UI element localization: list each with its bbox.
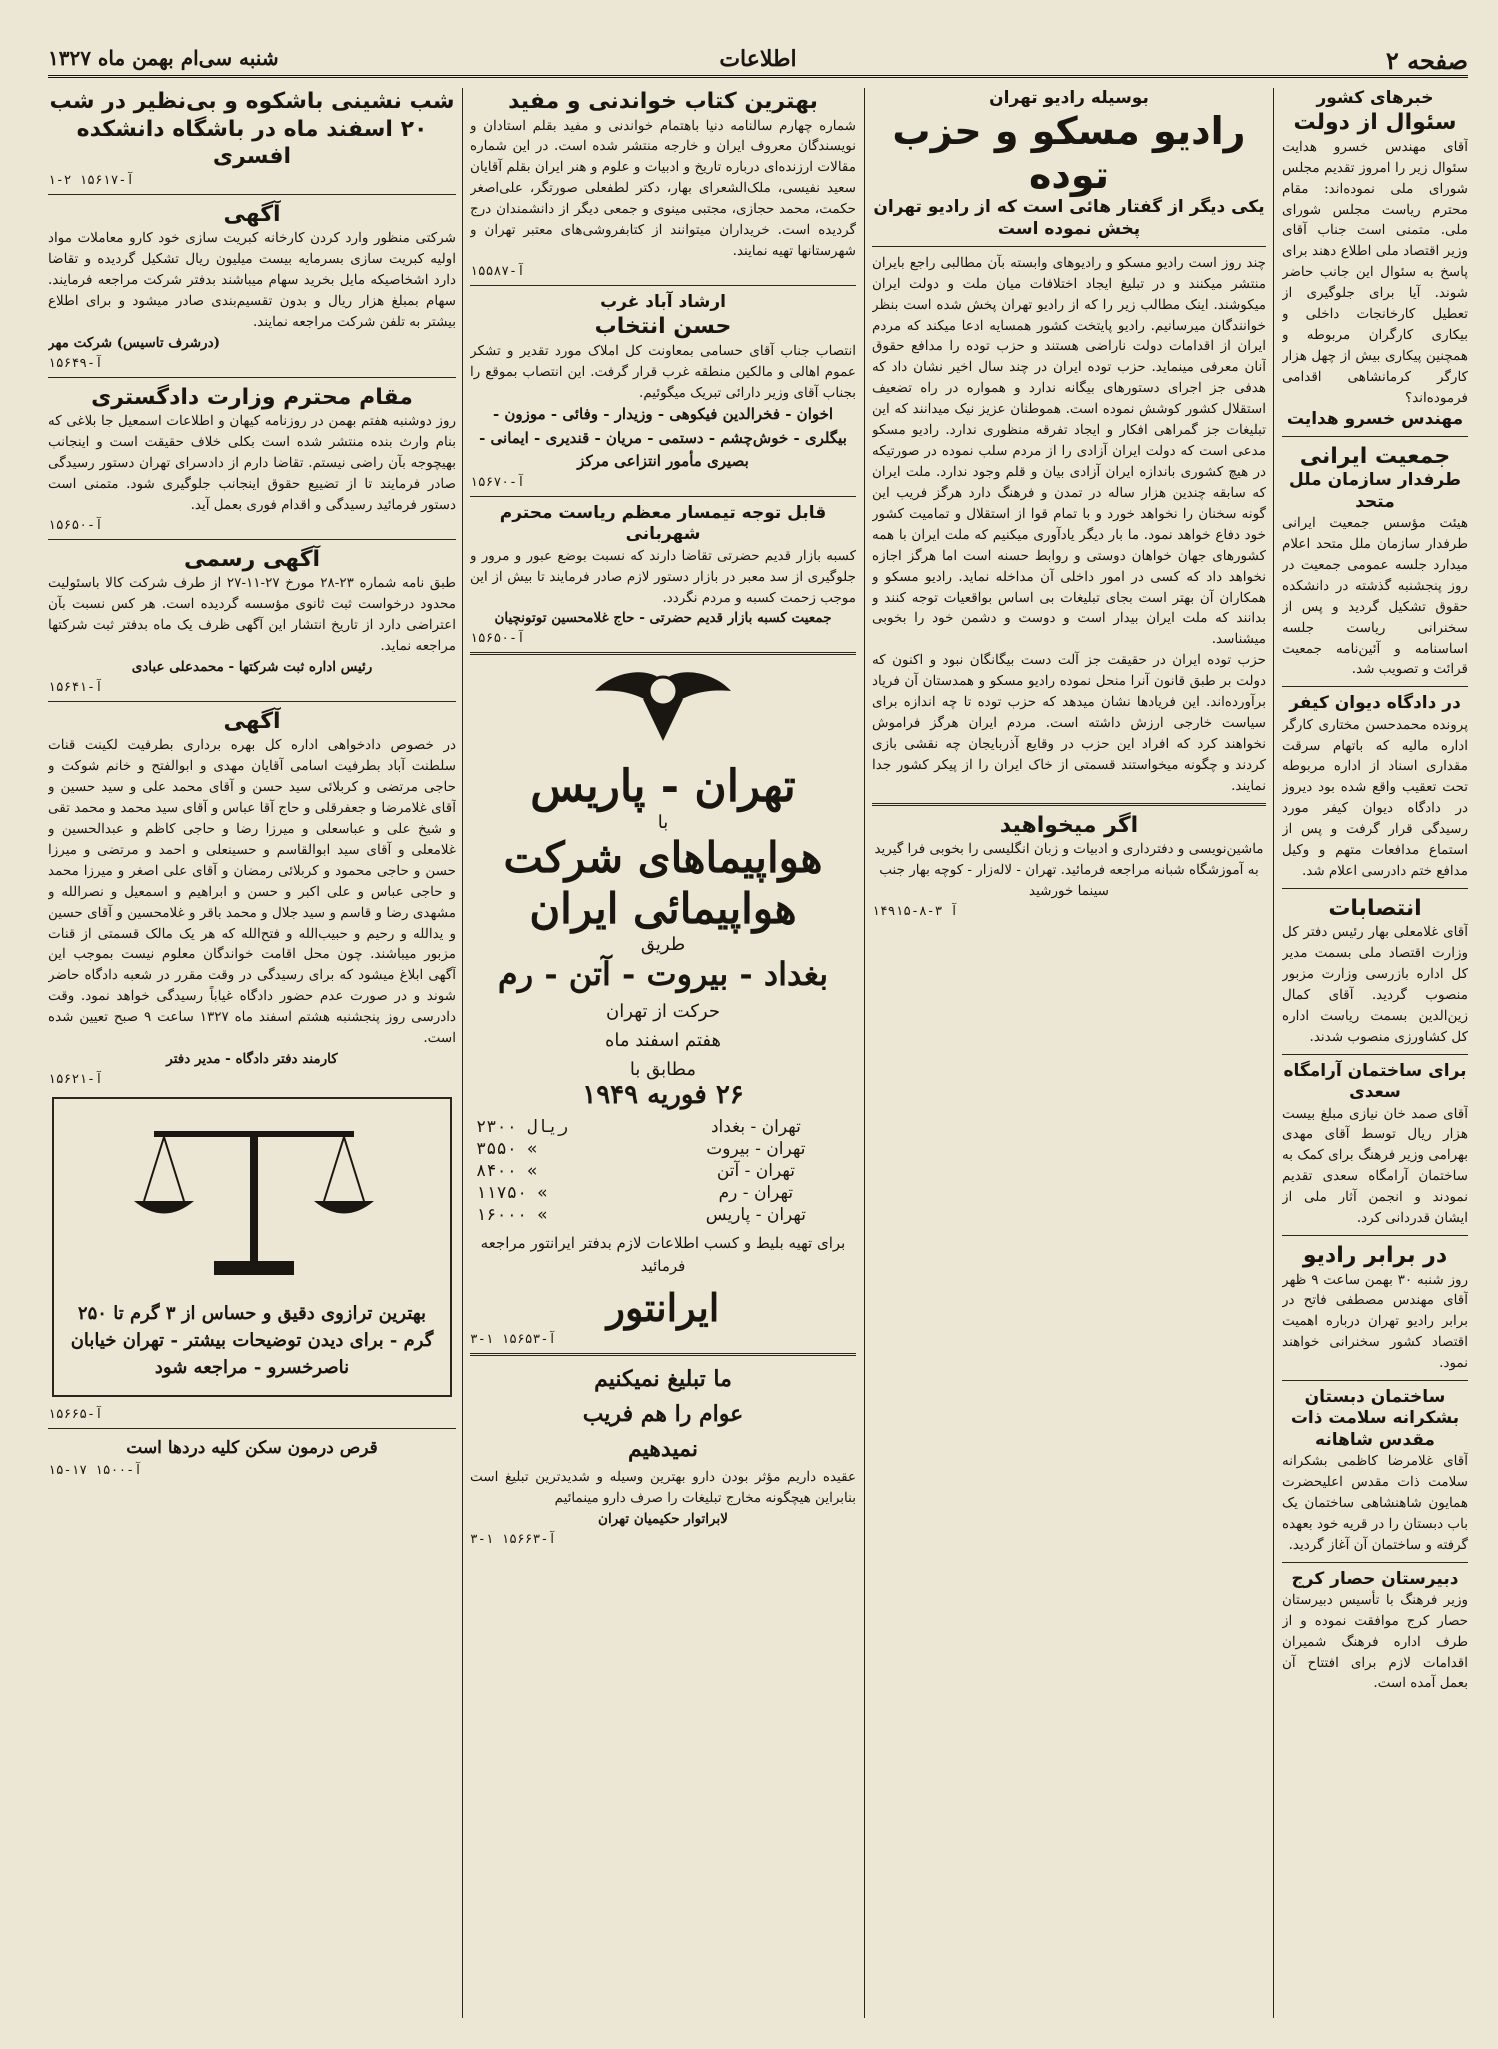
ad-code: ۱۴۹۱۵-آ ۳-۸ <box>872 903 959 919</box>
headline: ساختمان دبستان بشکرانه سلامت ذات مقدس شاهانه <box>1290 1387 1460 1450</box>
headline: مقام محترم وزارت دادگستری <box>91 384 413 410</box>
fare-table <box>470 1116 856 1226</box>
fare-price: ۱۱۷۵۰ « <box>476 1183 548 1204</box>
column-rule <box>864 88 865 2018</box>
signature: جمعیت کسبه بازار قدیم حضرتی - حاج غلامحسین توتونچیان <box>494 610 832 627</box>
fare-price: ۸۴۰۰ « <box>476 1161 538 1182</box>
column-ads <box>470 88 856 2018</box>
ad-departure-date: هفتم اسفند ماه <box>604 1030 722 1052</box>
headline: بهترین کتاب خواندنی و مفید <box>508 89 818 114</box>
newspaper-page <box>48 40 1468 2025</box>
fare-route: تهران - بغداد <box>710 1117 801 1138</box>
article-body: طبق نامه شماره ۲۳-۲۸ مورخ ۲۷-۱۱-۲۷ از طرف شرکت کالا باسئولیت محدود درخواست ثبت ثانوی مؤسسه گردیده است. هر کس نسبت بآن اعتراضی دارد از تاریخ انتشار این آگهی ظرف یک ماه بدفتر ثبت شرکتها مراجعه نماید. <box>48 575 456 654</box>
article-body: حزب توده ایران در حقیقت جز آلت دست بیگانگان نبود و اکنون که دولت بر طبق قانون آنرا منحل نموده رادیو مسکو و همدستان آن فریاد برآورده‌اند. این فریادها نشان میدهد که حزب توده تا چه اندازه برای سیاست خارجی ارزش داشته است. مردم ایران هرگز فراموش نخواهند کرد که افراد این حزب در وقایع آذربایجان چه نقشی بازی کردند و چگونه میخواستند قسمتی از خاک ایران را از پیکر کشور جدا نمایند. <box>872 652 1266 794</box>
article-body: کسبه بازار قدیم حضرتی تقاضا دارند که نسبت بوضع عبور و مرور و جلوگیری از سد معبر در بازار دستور لازم صادر فرمایند تا بیش از این موجب زحمت کسبه و مردم نگردد. <box>470 547 856 606</box>
article-body: روز شنبه ۳۰ بهمن ساعت ۹ ظهر آقای مهندس مصطفی فاتح در برابر رادیو تهران درباره اهمیت اقتصاد کشور سخنرانی خواهند نمود. <box>1282 1271 1468 1372</box>
article-body: شماره چهارم سالنامه دنیا باهتمام خواندنی و مفید بقلم استادان و نویسندگان معروف ایران و خارجه منتشر شده است. در این شماره مقالات ارزنده‌ای درباره تاریخ و ادبیات و علوم و هنر ایران بقلم آقایان سعید نفیسی، ملک‌الشعرای بهار، دکتر لطفعلی صورتگر، علی‌اصغر حکمت، محمد حجازی، مجتبی مینوی و جمعی دیگر از دانشمندان درج گردیده است. خریداران میتوانند از کتابفروشی‌های معتبر تهران و شهرستانها تهیه نمایند. <box>470 117 856 260</box>
ad-match-label: مطابق با <box>629 1059 697 1081</box>
article-body: آقای صمد خان نیازی مبلغ بیست هزار ریال توسط آقای مهدی بهرامی وزیر فرهنگ برای کمک به ساختمان آرامگاه سعدی تقدیم نمودند و انجمن آثار ملی از ایشان قدردانی کرد. <box>1282 1105 1468 1227</box>
divider <box>48 194 456 195</box>
headline: سئوال از دولت <box>1293 110 1457 136</box>
article-body: آقای مهندس خسرو هدایت سئوال زیر را امروز تقدیم مجلس شورای ملی نموده‌اند: مقام محترم ریاست مجلس شورای ملی. متمنی است جناب آقای وزیر اقتصاد ملی اطلاع دهند برای پاسخ به سئوال این جانب حاضر شوند. آیا برای جلوگیری از تعطیل کارخانجات داخلی و بیکاری کارگران مربوطه و همچنین پیکاری بیش از چهل هزار کارگر کرمانشاهی اقدامی فرموده‌اند؟ <box>1282 138 1468 406</box>
ad-title: اگر میخواهید <box>999 812 1139 838</box>
main-headline: رادیو مسکو و حزب توده <box>892 109 1246 198</box>
scale-ad <box>52 1097 452 1397</box>
headline: قابل توجه تیمسار معظم ریاست محترم شهربانی <box>499 503 827 545</box>
fare-price: ۱۶۰۰۰ « <box>476 1205 548 1226</box>
article-body: روز دوشنبه هفتم بهمن در روزنامه کیهان و اطلاعات اسمعیل جا بلاغی که بنام وارث بنده منتشر شده است بکلی خلاف حقیقت است و اینجانب بهیچوجه بآن راضی نیستم. تقاضا دارم از دادسرای تهران دستور رسیدگی صادر فرمایند تا از تضییع حقوق اینجانب جلوگیری شود. متمنی است دستور فرمائید رسیدگی و اقدام فوری بعمل آید. <box>48 413 456 513</box>
ad-route: تهران - پاریس <box>530 761 796 813</box>
column-rule <box>462 88 463 2018</box>
column-news <box>1282 88 1468 2018</box>
pharmacy-ad <box>470 1362 856 1468</box>
ad-line2: هواپیمائی ایران <box>529 883 797 933</box>
divider <box>872 246 1266 247</box>
ad-code: آ-۱۵۶۱۷ ۲-۱ <box>48 172 135 188</box>
ad-with: با <box>657 812 669 834</box>
divider <box>1282 436 1468 437</box>
headline: آگهی <box>223 708 281 734</box>
fare-route: تهران - رم <box>718 1183 794 1204</box>
divider <box>470 285 856 286</box>
signature: مهندس خسرو هدایت <box>1286 408 1464 429</box>
ad-brand: ایرانتور <box>606 1284 720 1330</box>
ad-line: نمیدهیم <box>628 1436 698 1463</box>
ad-match-date: ۲۶ فوریه ۱۹۴۹ <box>582 1080 744 1111</box>
fare-route: تهران - بیروت <box>706 1139 806 1160</box>
divider <box>1282 888 1468 889</box>
headline: آگهی رسمی <box>183 546 321 572</box>
signature: کارمند دفتر دادگاه - مدیر دفتر <box>166 1051 338 1068</box>
kicker: خبرهای کشور <box>1316 88 1434 108</box>
article-body: پرونده محمدحسن مختاری کارگر اداره مالیه که باتهام سرقت مقداری اسناد از اداره مربوطه تحت تعقیب واقع شده بود دیروز در دادگاه دیوان کیفر مورد رسیدگی قرار گرفت و پس از استماع مدافعات متهم و وکیل مدافع ختم دادرسی اعلام شد. <box>1282 716 1468 880</box>
article-body: در خصوص دادخواهی اداره کل بهره برداری بطرفیت لکینت قنات سلطنت آباد بطرفیت اسامی آقایان مهدی و ابوالفتح و خانم شوکت و حاجی مرتضی و کربلائی سید حسن و آقای محمد علی و سید حسین و آقای غلامرضا و جعفرقلی و حاج آقا عباس و آقای سید محمد و محمد تقی و شیخ علی و عباسعلی و میرزا رضا و حاجی کاظم و عبدالحسین و غلامعلی و آقای سید ابوالقاسم و حسینعلی و احمد و مرتضی و میرزا حسن و حاجی محمود و کربلائی رمضان و آقای علی اصغر و میرزا محمد و حاجی عباس و علی اکبر و حسن و ابراهیم و اسمعیل و نصرالله و مشهدی رضا و قاسم و سید جلال و محمد باقر و غلامحسین و آقای حسین و یدالله و رحیم و حبیب‌الله و فتح‌الله که هر یک مالک قسمتی از قنات مزبور میباشند. چون محل اقامت خواندگان معلوم نیست بموجب این آگهی ابلاغ میشود که برای رسیدگی در وقت مقرر در شعبه دادگاه حاضر شوند و در صورت عدم حضور دادگاه غیاباً رسیدگی خواهد نمود. وقت دادرسی روز پنجشنبه هشتم اسفند ماه ۱۳۲۷ ساعت ۹ صبح تعیین شده است. <box>48 737 456 1047</box>
masthead <box>48 40 1468 78</box>
ad-code: آ-۱۵۶۶۳ ۱-۳ <box>470 1532 557 1548</box>
headline: آگهی <box>223 201 281 227</box>
ad-via-label: طریق <box>640 934 686 956</box>
fare-price: ۲۳۰۰ ریال <box>476 1117 569 1138</box>
divider <box>470 652 856 655</box>
column-radio-article <box>872 88 1266 2018</box>
ad-code: آ-۱۵۶۴۱ <box>48 679 103 695</box>
article-body: چند روز است رادیو مسکو و رادیوهای وابسته بآن مطالبی راجع بایران منتشر میکنند و در تبلیغ ایجاد اختلافات میان ملت و دولت ایران میکوشند. اینک مطالب زیر را که از رادیو تهران پخش شده است بنظر خوانندگان میرسانیم. رادیو پایتخت کشور همسایه ادعا میکند که مردم ایران از اقدامات دولت ناراضی هستند و حزب توده را مدافع حقوق آنان معرفی مینماید. حزب توده ایران در چند سال اخیر نشان داد که هدفی جز اجرای دستورهای بیگانه ندارد و همواره در راه تضعیف استقلال کشور کوشش نموده است. هموطنان عزیز نیک میدانند که این تبلیغات جز گمراهی افکار و ایجاد تفرقه منظوری ندارد. رادیو مسکو مدعی است که دولت ایران آزادی را از مردم سلب نموده در صورتیکه در هیچ کشوری باندازه ایران آزادی بیان و قلم وجود ندارد. ملت ایران که سابقه چندین هزار ساله در تمدن و فرهنگ دارد هرگز فریب این گونه سخنان را نخواهد خورد و با تمام قوا از استقلال و تمامیت کشور خود دفاع خواهد نمود. ما بار دیگر یادآوری میکنیم که ملت ایران با همه کشورهای جهان خواهان دوستی و روابط حسنه است اما هرگز اجازه نخواهد داد که کسی در امور داخلی آن مداخله نماید. رادیو مسکو و همکاران آن بهتر است بجای تبلیغات بی اساس بواقعیات توجه کنند و بدانند که ملت ایران بیدار است و دوست و دشمن خود را بخوبی میشناسد. <box>872 254 1266 648</box>
ad-code: آ-۱۵۵۸۷ <box>470 263 525 279</box>
ad-code: آ-۱۵۶۴۹ <box>48 355 103 371</box>
article-body: شرکتی منظور وارد کردن کارخانه کبریت سازی خود کارو معاملات مواد اولیه کبریت سازی بسرمایه بیست میلیون ریال تشکیل گردیده و تقاضا دارد اشخاصیکه مایل بخرید سهام میباشند بدفتر شرکت مراجعه فرمایند. سهام بمبلغ هزار ریال و بدون تقسیم‌بندی صادر میشود و برای اطلاع بیشتر به تلفن شرکت مراجعه نمایند. <box>48 230 456 330</box>
ad-departure-label: حرکت از تهران <box>606 1001 720 1023</box>
divider <box>48 1428 456 1429</box>
headline: حسن انتخاب <box>594 314 732 340</box>
divider <box>872 803 1266 806</box>
ad-code: آ-۱۵۶۲۱ <box>48 1072 103 1087</box>
fare-route: تهران - آتن <box>716 1161 795 1182</box>
paper-name: اطلاعات <box>719 46 797 72</box>
article-body: آقای غلامعلی بهار رئیس دفتر کل وزارت اقتصاد ملی بسمت مدیر کل اداره بازرسی وزارت مزبور منصوب گردید. آقای کمال زین‌الدین بسمت ریاست اداره کل کشاورزی منصوب شدند. <box>1282 924 1468 1046</box>
ad-body: عقیده داریم مؤثر بودن دارو بهترین وسیله و شدیدترین تبلیغ است بنابراین هیچگونه مخارج تبلیغات را صرف دارو مینمائیم <box>470 1469 856 1507</box>
ad-code: آ-۱۵۶۶۵ <box>48 1407 103 1422</box>
deck: یکی دیگر از گفتار هائی است که از رادیو تهران پخش نموده است <box>873 197 1265 239</box>
headline: انتصابات <box>1328 895 1422 921</box>
headline: برای ساختمان آرامگاه سعدی <box>1283 1061 1467 1103</box>
issue-date: شنبه سی‌ام بهمن ماه ۱۳۲۷ <box>48 46 279 70</box>
divider <box>48 377 456 378</box>
ad-code: آ-۱۵۶۵۰ <box>470 631 525 647</box>
fare-price: ۳۵۵۰ « <box>476 1139 538 1160</box>
ad-line1: هواپیماهای شرکت <box>503 833 823 883</box>
ad-code: آ-۱۵۶۵۳ ۱-۳ <box>470 1331 557 1347</box>
fare-route: تهران - پاریس <box>705 1205 806 1226</box>
article-body: آقای غلامرضا کاظمی بشکرانه سلامت ذات مقدس اعلیحضرت همایون شاهنشاهی ساختمان یک باب دبستان را در قریه خود بعهده گرفته و ساختمان آن آغاز گردید. <box>1282 1452 1468 1553</box>
page-number: صفحه ۲ <box>1385 46 1468 75</box>
ad-code: آ-۱۵۶۷۰ <box>470 475 525 491</box>
ad-line: عوام را هم فریب <box>582 1400 744 1427</box>
column-notices <box>48 88 456 2018</box>
article-body: وزیر فرهنگ با تأسیس دبیرستان حصار کرج موافقت نموده و از طرف اداره فرهنگ شمیران اقدامات لازم برای افتتاح آن بعمل آمده است. <box>1282 1591 1468 1692</box>
ad-body: ماشین‌نویسی و دفترداری و ادبیات و زبان انگلیسی را بخوبی فرا گیرید به آموزشگاه شبانه مراجعه فرمائید. تهران - لاله‌زار - کوچه بهار جنب سینما خورشید <box>874 841 1264 900</box>
divider <box>48 701 456 702</box>
fare-row <box>470 1138 856 1160</box>
divider <box>1282 1380 1468 1381</box>
airline-ad <box>470 661 856 1346</box>
scale-ad-text: بهترین ترازوی دقیق و حساس از ۳ گرم تا ۲۵۰ گرم - برای دیدن توضیحات بیشتر - تهران خیابان ناصرخسرو - مراجعه شود <box>70 1303 434 1378</box>
footer-ad: قرص درمون سکن کلیه دردها است <box>126 1438 378 1458</box>
fare-row <box>470 1160 856 1182</box>
divider <box>470 1353 856 1356</box>
headline: دبیرستان حصار کرج <box>1291 1568 1459 1589</box>
signature: رئیس اداره ثبت شرکتها - محمدعلی عبادی <box>131 658 373 675</box>
headline: جمعیت ایرانی <box>1299 443 1451 469</box>
ad-signature: لابراتوار حکیمیان تهران <box>598 1511 728 1528</box>
ad-via: بغداد - بیروت - آتن - رم <box>497 955 829 994</box>
scale-icon <box>64 1111 444 1291</box>
divider <box>470 496 856 497</box>
headline: شب نشینی باشکوه و بی‌نظیر در شب ۲۰ اسفند ماه در باشگاه دانشکده افسری <box>49 89 455 169</box>
divider <box>48 539 456 540</box>
ad-code: آ-۱۵۰۰ ۱۷-۱۵ <box>48 1463 142 1479</box>
fare-row <box>470 1116 856 1138</box>
divider <box>1282 686 1468 687</box>
divider <box>1282 1054 1468 1055</box>
signature: (درشرف تاسیس) شرکت مهر <box>48 334 220 351</box>
headline: در دادگاه دیوان کیفر <box>1289 693 1461 714</box>
column-rule <box>1273 88 1274 2018</box>
fare-row <box>470 1182 856 1204</box>
divider <box>1282 1235 1468 1236</box>
subheadline: طرفدار سازمان ملل متحد <box>1289 470 1461 512</box>
fare-row <box>470 1204 856 1226</box>
ad-line: ما تبلیغ نمیکنیم <box>594 1365 732 1392</box>
winged-logo-icon <box>593 661 733 751</box>
subheadline: ارشاد آباد غرب <box>600 291 726 312</box>
ad-note: برای تهیه بلیط و کسب اطلاعات لازم بدفتر ایرانتور مراجعه فرمائید <box>480 1234 846 1276</box>
divider <box>1282 1562 1468 1563</box>
kicker: بوسیله رادیو تهران <box>989 88 1149 108</box>
article-body: هیئت مؤسس جمعیت ایرانی طرفدار سازمان ملل متحد اعلام میدارد جلسه عمومی جمعیت در روز پنجشنبه گذشته در دانشکده حقوق تشکیل گردید و پس از سخنرانی ریاست جلسه اساسنامه و آئین‌نامه جمعیت قرائت و تصویب شد. <box>1282 514 1468 678</box>
ad-code: آ-۱۵۶۵۰ <box>48 517 103 533</box>
signatories: اخوان - فخرالدین فیکوهی - وزیدار - وفائی - موزون - بیگلری - خوش‌چشم - دستمی - مریان - قندیری - ایمانی - بصیری مأمور انتزاعی مرکز <box>479 405 847 470</box>
article-body: انتصاب جناب آقای حسامی بمعاونت کل املاک مورد تقدیر و تشکر عموم اهالی و مالکین منطقه غرب قرار گرفت. این انتصاب بموقع را بجناب آقای وزیر دارائی تبریک میگوئیم. <box>470 342 856 401</box>
headline: در برابر رادیو <box>1302 1243 1448 1269</box>
